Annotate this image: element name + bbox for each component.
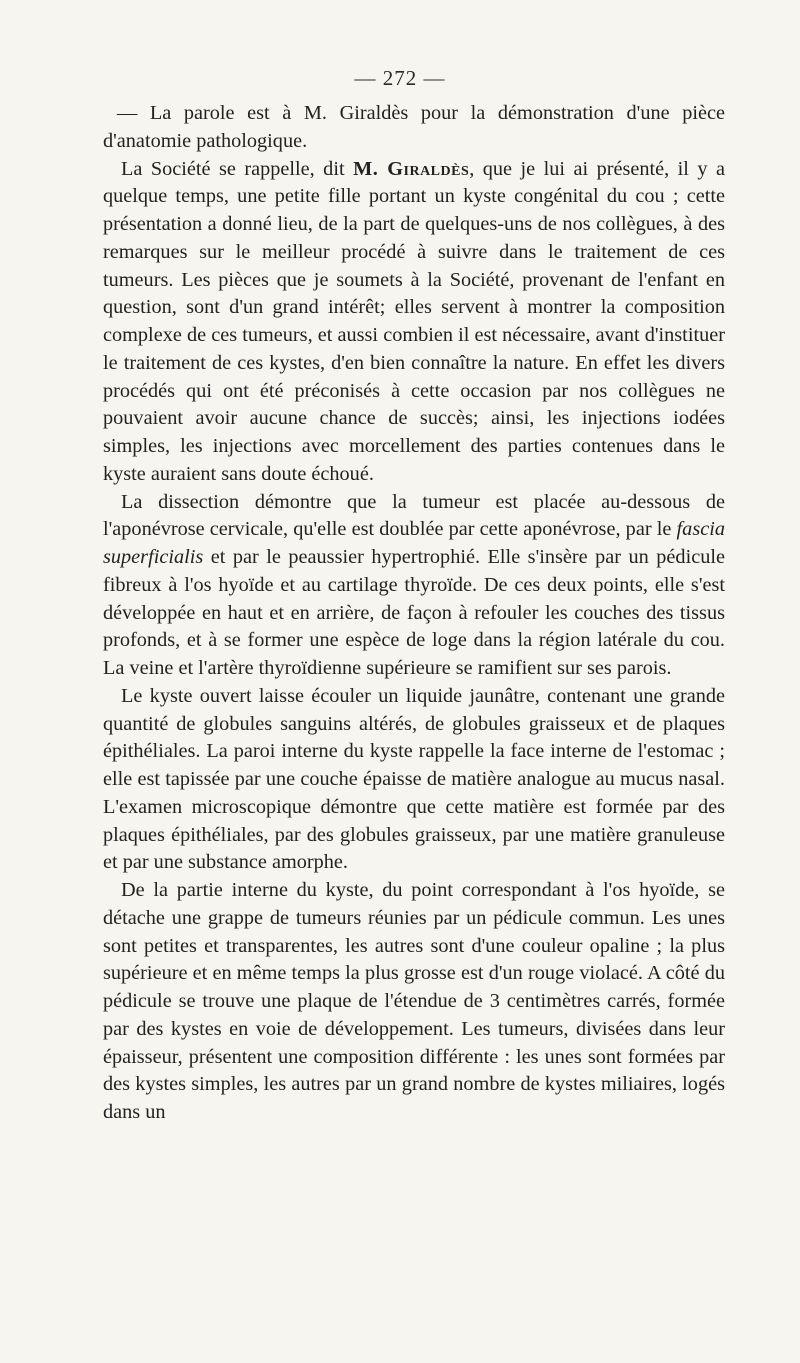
paragraph-2-text: , que je lui ai présenté, il y a quelque temps, une petite fille portant un kyste congénital du cou ; cette présentation a donné lieu, de la part de quelques-uns de nos collègues, à des remarques sur le meilleur procédé à suivre dans le traitement de ces tumeurs. Les pièces que je soumets à la Société, provenant de l'enfant en question, sont d'un grand intérêt; elles servent à montrer la composition complexe de ces tumeurs, et aussi combien il est nécessaire, avant d'instituer le traitement de ces kystes, d'en bien connaître la nature. En effet les divers procédés qui ont été préconisés à cette occasion par nos collègues ne pouvaient avoir aucune chance de succès; ainsi, les injections iodées simples, les injections avec morcellement des parties contenues dans le kyste auraient sans doute échoué. <box>103 157 725 485</box>
paragraph-1: — La parole est à M. Giraldès pour la démonstration d'une pièce d'anatomie pathologique. <box>103 102 725 152</box>
speaker-name: M. Giraldès <box>353 157 470 180</box>
paragraph-3 <box>103 489 725 683</box>
paragraph-3-text: et par le peaussier hypertrophié. Elle s'insère par un pédicule fibreux à l'os hyoïde et au cartilage thyroïde. De ces deux points, elle s'est développée en haut et en arrière, de façon à refouler les couches des tissus profonds, et à se former une espèce de loge dans la région latérale du cou. La veine et l'artère thyroïdienne supérieure se ramifient sur ses parois. <box>103 546 725 679</box>
paragraph-4: Le kyste ouvert laisse écouler un liquide jaunâtre, contenant une grande quantité de globules sanguins altérés, de globules graisseux et de plaques épithéliales. La paroi interne du kyste rappelle la face interne de l'estomac ; elle est tapissée par une couche épaisse de matière analogue au mucus nasal. L'examen microscopique démontre que cette matière est formée par des plaques épithéliales, par des globules graisseux, par une matière granuleuse et par une substance amorphe. <box>103 684 725 874</box>
paragraph-2-intro: La Société se rappelle, dit <box>121 157 354 180</box>
fascia-term: fascia superficialis <box>103 518 725 568</box>
paragraph-3-intro: La dissection démontre que la tumeur est placée au-dessous de l'aponévrose cervicale, qu'elle est doublée par cette aponévrose, par le <box>103 490 725 541</box>
paragraph-2 <box>103 156 725 489</box>
paragraph-5: De la partie interne du kyste, du point correspondant à l'os hyoïde, se détache une grappe de tumeurs réunies par un pédicule commun. Les unes sont petites et transparentes, les autres sont d'une couleur opaline ; la plus supérieure et en même temps la plus grosse est d'un rouge violacé. A côté du pédicule se trouve une plaque de l'étendue de 3 centimètres carrés, formée par des kystes en voie de développement. Les tumeurs, divisées dans leur épaisseur, présentent une composition différente : les unes sont formées par des kystes simples, les autres par un grand nombre de kystes miliaires, logés dans un <box>103 879 725 1123</box>
page-body <box>103 100 725 1127</box>
page-number: — 272 — <box>354 66 446 90</box>
